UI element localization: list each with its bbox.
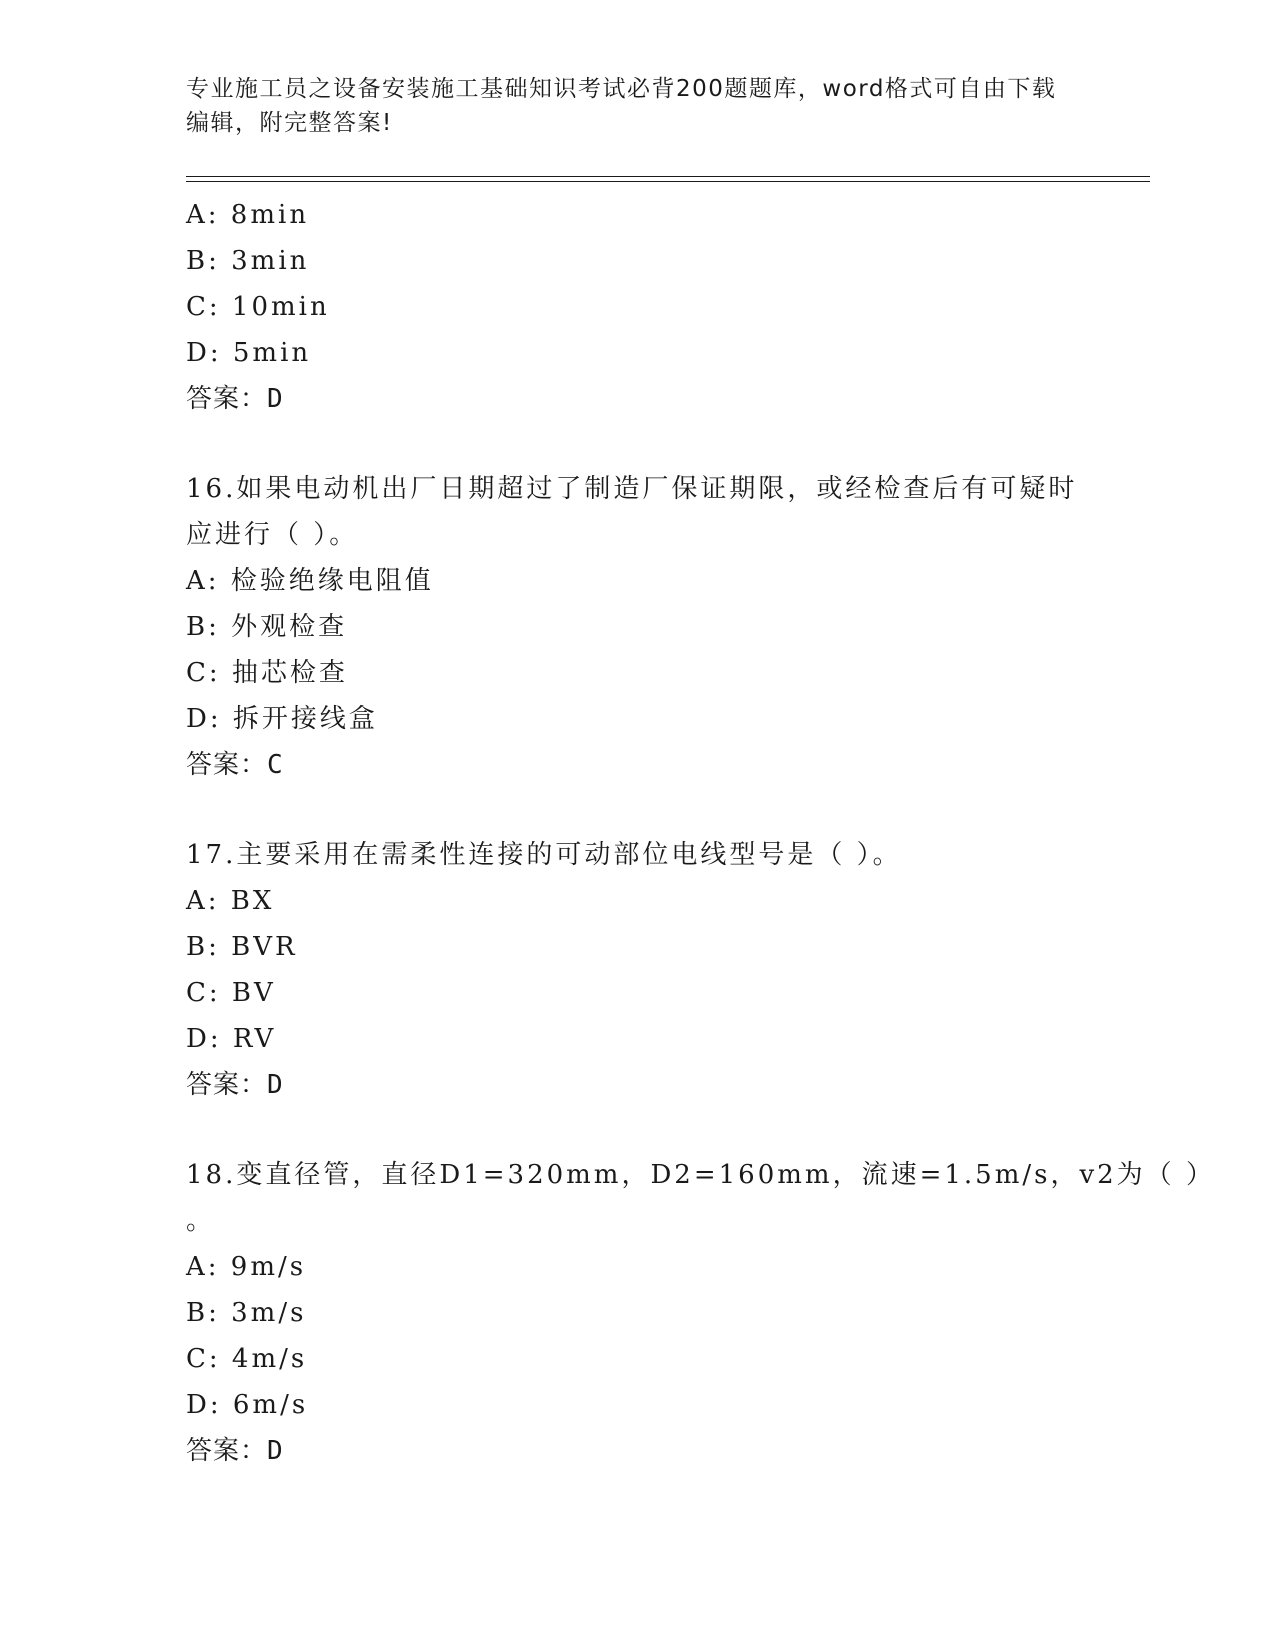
option-a: A: 9m/s xyxy=(186,1252,307,1282)
answer-line xyxy=(186,1428,1086,1474)
option-d: D: 6m/s xyxy=(186,1390,309,1420)
question-stem-line-2: 应进行（ ）。 xyxy=(186,520,359,550)
option-d: D: 拆开接线盒 xyxy=(186,704,378,734)
answer-line xyxy=(186,376,1086,422)
answer-label: 答案： xyxy=(186,1436,268,1466)
answer-line xyxy=(186,742,1086,788)
question-17 xyxy=(186,832,1086,1108)
option-c: C: 抽芯检查 xyxy=(186,658,348,688)
answer-value: D xyxy=(267,1070,284,1100)
question-16 xyxy=(186,466,1086,788)
header-line-1: 专业施工员之设备安装施工基础知识考试必背200题题库，word格式可自由下载 xyxy=(186,76,1057,102)
answer-line xyxy=(186,1062,1086,1108)
answer-label: 答案： xyxy=(186,384,268,414)
option-c: C: 10min xyxy=(186,292,330,322)
option-b: B: 3min xyxy=(186,246,310,276)
option-c: C: 4m/s xyxy=(186,1344,308,1374)
header-line-2: 编辑，附完整答案! xyxy=(186,110,393,136)
answer-value: D xyxy=(267,384,284,414)
option-b: B: 外观检查 xyxy=(186,612,348,642)
document-header xyxy=(186,72,1066,140)
question-stem-line-2: 。 xyxy=(186,1206,216,1236)
answer-label: 答案： xyxy=(186,1070,268,1100)
question-stem-line-1: 16.如果电动机出厂日期超过了制造厂保证期限，或经检查后有可疑时 xyxy=(186,474,1078,504)
question-stem-line-1: 17.主要采用在需柔性连接的可动部位电线型号是（ ）。 xyxy=(186,840,902,870)
header-divider-bottom xyxy=(186,181,1150,182)
option-a: A: 8min xyxy=(186,200,310,230)
question-15 xyxy=(186,192,1086,422)
answer-label: 答案： xyxy=(186,750,268,780)
option-a: A: BX xyxy=(186,886,275,916)
question-stem-line-1: 18.变直径管，直径D1=320mm，D2=160mm，流速=1.5m/s，v2为（ ） xyxy=(186,1160,1215,1190)
header-divider-top xyxy=(186,176,1150,177)
option-d: D: RV xyxy=(186,1024,277,1054)
option-a: A: 检验绝缘电阻值 xyxy=(186,566,434,596)
option-b: B: BVR xyxy=(186,932,298,962)
question-list xyxy=(186,192,1215,1474)
answer-value: C xyxy=(267,750,284,780)
answer-value: D xyxy=(267,1436,284,1466)
option-b: B: 3m/s xyxy=(186,1298,307,1328)
question-18 xyxy=(186,1152,1215,1474)
option-d: D: 5min xyxy=(186,338,312,368)
option-c: C: BV xyxy=(186,978,276,1008)
